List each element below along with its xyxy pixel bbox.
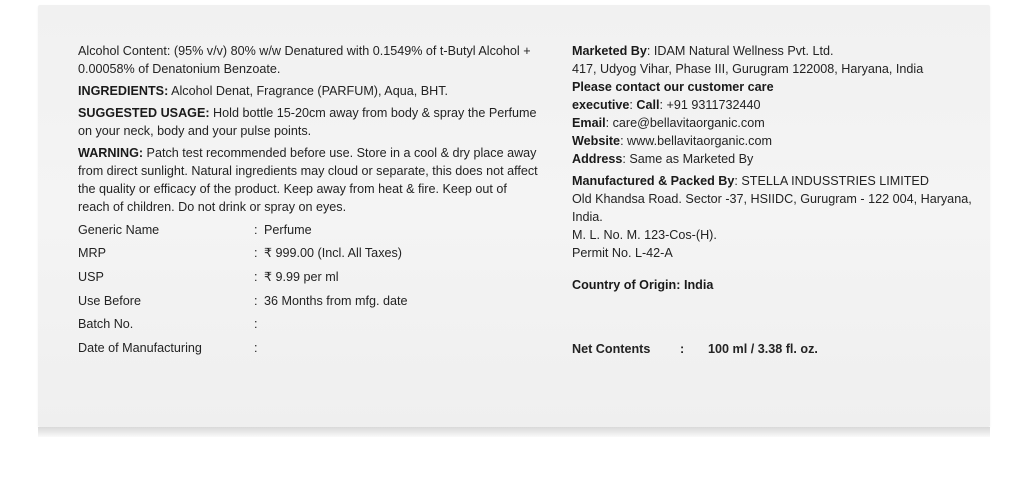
detail-key: Batch No. bbox=[78, 317, 134, 332]
detail-row-usp bbox=[78, 265, 538, 289]
website-label: Website bbox=[572, 134, 621, 148]
contact-email bbox=[572, 114, 972, 132]
net-colon: : bbox=[680, 342, 685, 356]
detail-row-generic-name bbox=[78, 218, 538, 242]
marketed-by bbox=[572, 42, 972, 60]
details-table bbox=[78, 218, 538, 360]
executive-separator: : bbox=[629, 98, 637, 112]
detail-value: ₹ 999.00 (Incl. All Taxes) bbox=[264, 246, 402, 261]
detail-key: Use Before bbox=[78, 293, 141, 308]
detail-colon: : bbox=[254, 317, 258, 332]
detail-row-mrp bbox=[78, 242, 538, 266]
detail-colon: : bbox=[254, 246, 258, 261]
detail-colon: : bbox=[254, 293, 258, 308]
panel-bottom-edge bbox=[38, 427, 990, 437]
warning bbox=[78, 144, 538, 216]
mfg-name: : STELLA INDUSSTRIES LIMITED bbox=[734, 174, 929, 188]
detail-value: ₹ 9.99 per ml bbox=[264, 269, 339, 284]
detail-colon: : bbox=[254, 222, 258, 237]
detail-row-batch-no bbox=[78, 312, 538, 336]
country-of-origin bbox=[572, 276, 972, 294]
right-column bbox=[572, 42, 972, 358]
website-value: : www.bellavitaorganic.com bbox=[620, 134, 772, 148]
ingredients-label: INGREDIENTS: bbox=[78, 84, 169, 98]
marketed-name: : IDAM Natural Wellness Pvt. Ltd. bbox=[646, 44, 834, 58]
usage-text: Hold bottle 15-20cm away from body & spray the Perfume on your neck, body and your pulse points. bbox=[78, 106, 537, 138]
manufactured-by bbox=[572, 172, 972, 190]
detail-value: Perfume bbox=[264, 222, 312, 237]
contact-address bbox=[572, 150, 972, 168]
permit-number: Permit No. L-42-A bbox=[572, 246, 673, 260]
origin-label: Country of Origin bbox=[572, 278, 677, 292]
detail-key: Generic Name bbox=[78, 222, 160, 237]
email-label: Email bbox=[572, 116, 606, 130]
mfg-label: Manufactured & Packed By bbox=[572, 174, 735, 188]
contact-call bbox=[572, 96, 972, 114]
detail-key: Date of Manufacturing bbox=[78, 340, 202, 355]
origin-value: : India bbox=[676, 278, 714, 292]
executive-label: executive bbox=[572, 98, 630, 112]
address-value: : Same as Marketed By bbox=[622, 152, 754, 166]
detail-colon: : bbox=[254, 340, 258, 355]
net-label: Net Contents bbox=[572, 342, 651, 356]
detail-row-date-of-manufacturing bbox=[78, 336, 538, 360]
ingredients bbox=[78, 82, 538, 100]
left-column bbox=[78, 42, 538, 360]
contact-website bbox=[572, 132, 972, 150]
call-label: Call bbox=[636, 98, 660, 112]
contact-heading bbox=[572, 78, 972, 96]
call-number: : +91 9311732440 bbox=[659, 98, 761, 112]
detail-key: USP bbox=[78, 269, 104, 284]
suggested-usage bbox=[78, 104, 538, 140]
net-contents bbox=[572, 340, 972, 358]
marketed-label: Marketed By bbox=[572, 44, 647, 58]
ingredients-text: Alcohol Denat, Fragrance (PARFUM), Aqua, BHT. bbox=[168, 84, 449, 98]
detail-row-use-before bbox=[78, 289, 538, 313]
email-value: : care@bellavitaorganic.com bbox=[605, 116, 765, 130]
net-value: 100 ml / 3.38 fl. oz. bbox=[708, 342, 818, 356]
mfg-address: Old Khandsa Road. Sector -37, HSIIDC, Gurugram - 122 004, Haryana, India. bbox=[572, 192, 972, 224]
alcohol-content: Alcohol Content: (95% v/v) 80% w/w Denatured with 0.1549% of t-Butyl Alcohol + 0.00058% of Denatonium Benzoate. bbox=[78, 44, 531, 76]
usage-label: SUGGESTED USAGE: bbox=[78, 106, 210, 120]
detail-value: 36 Months from mfg. date bbox=[264, 293, 408, 308]
warning-label: WARNING: bbox=[78, 146, 144, 160]
contact-text: Please contact our customer care bbox=[572, 80, 774, 94]
ml-number: M. L. No. M. 123-Cos-(H). bbox=[572, 228, 717, 242]
detail-colon: : bbox=[254, 269, 258, 284]
warning-text: Patch test recommended before use. Store in a cool & dry place away from direct sunlight. Natural ingredients may cloud or separate, this does not affect the quality or efficacy of the product. Keep away from heat & fire. Keep out of reach of children. Do not drink or spray on eyes. bbox=[78, 146, 538, 214]
marketed-address: 417, Udyog Vihar, Phase III, Gurugram 122008, Haryana, India bbox=[572, 62, 924, 76]
address-label: Address bbox=[572, 152, 623, 166]
detail-key: MRP bbox=[78, 246, 106, 261]
